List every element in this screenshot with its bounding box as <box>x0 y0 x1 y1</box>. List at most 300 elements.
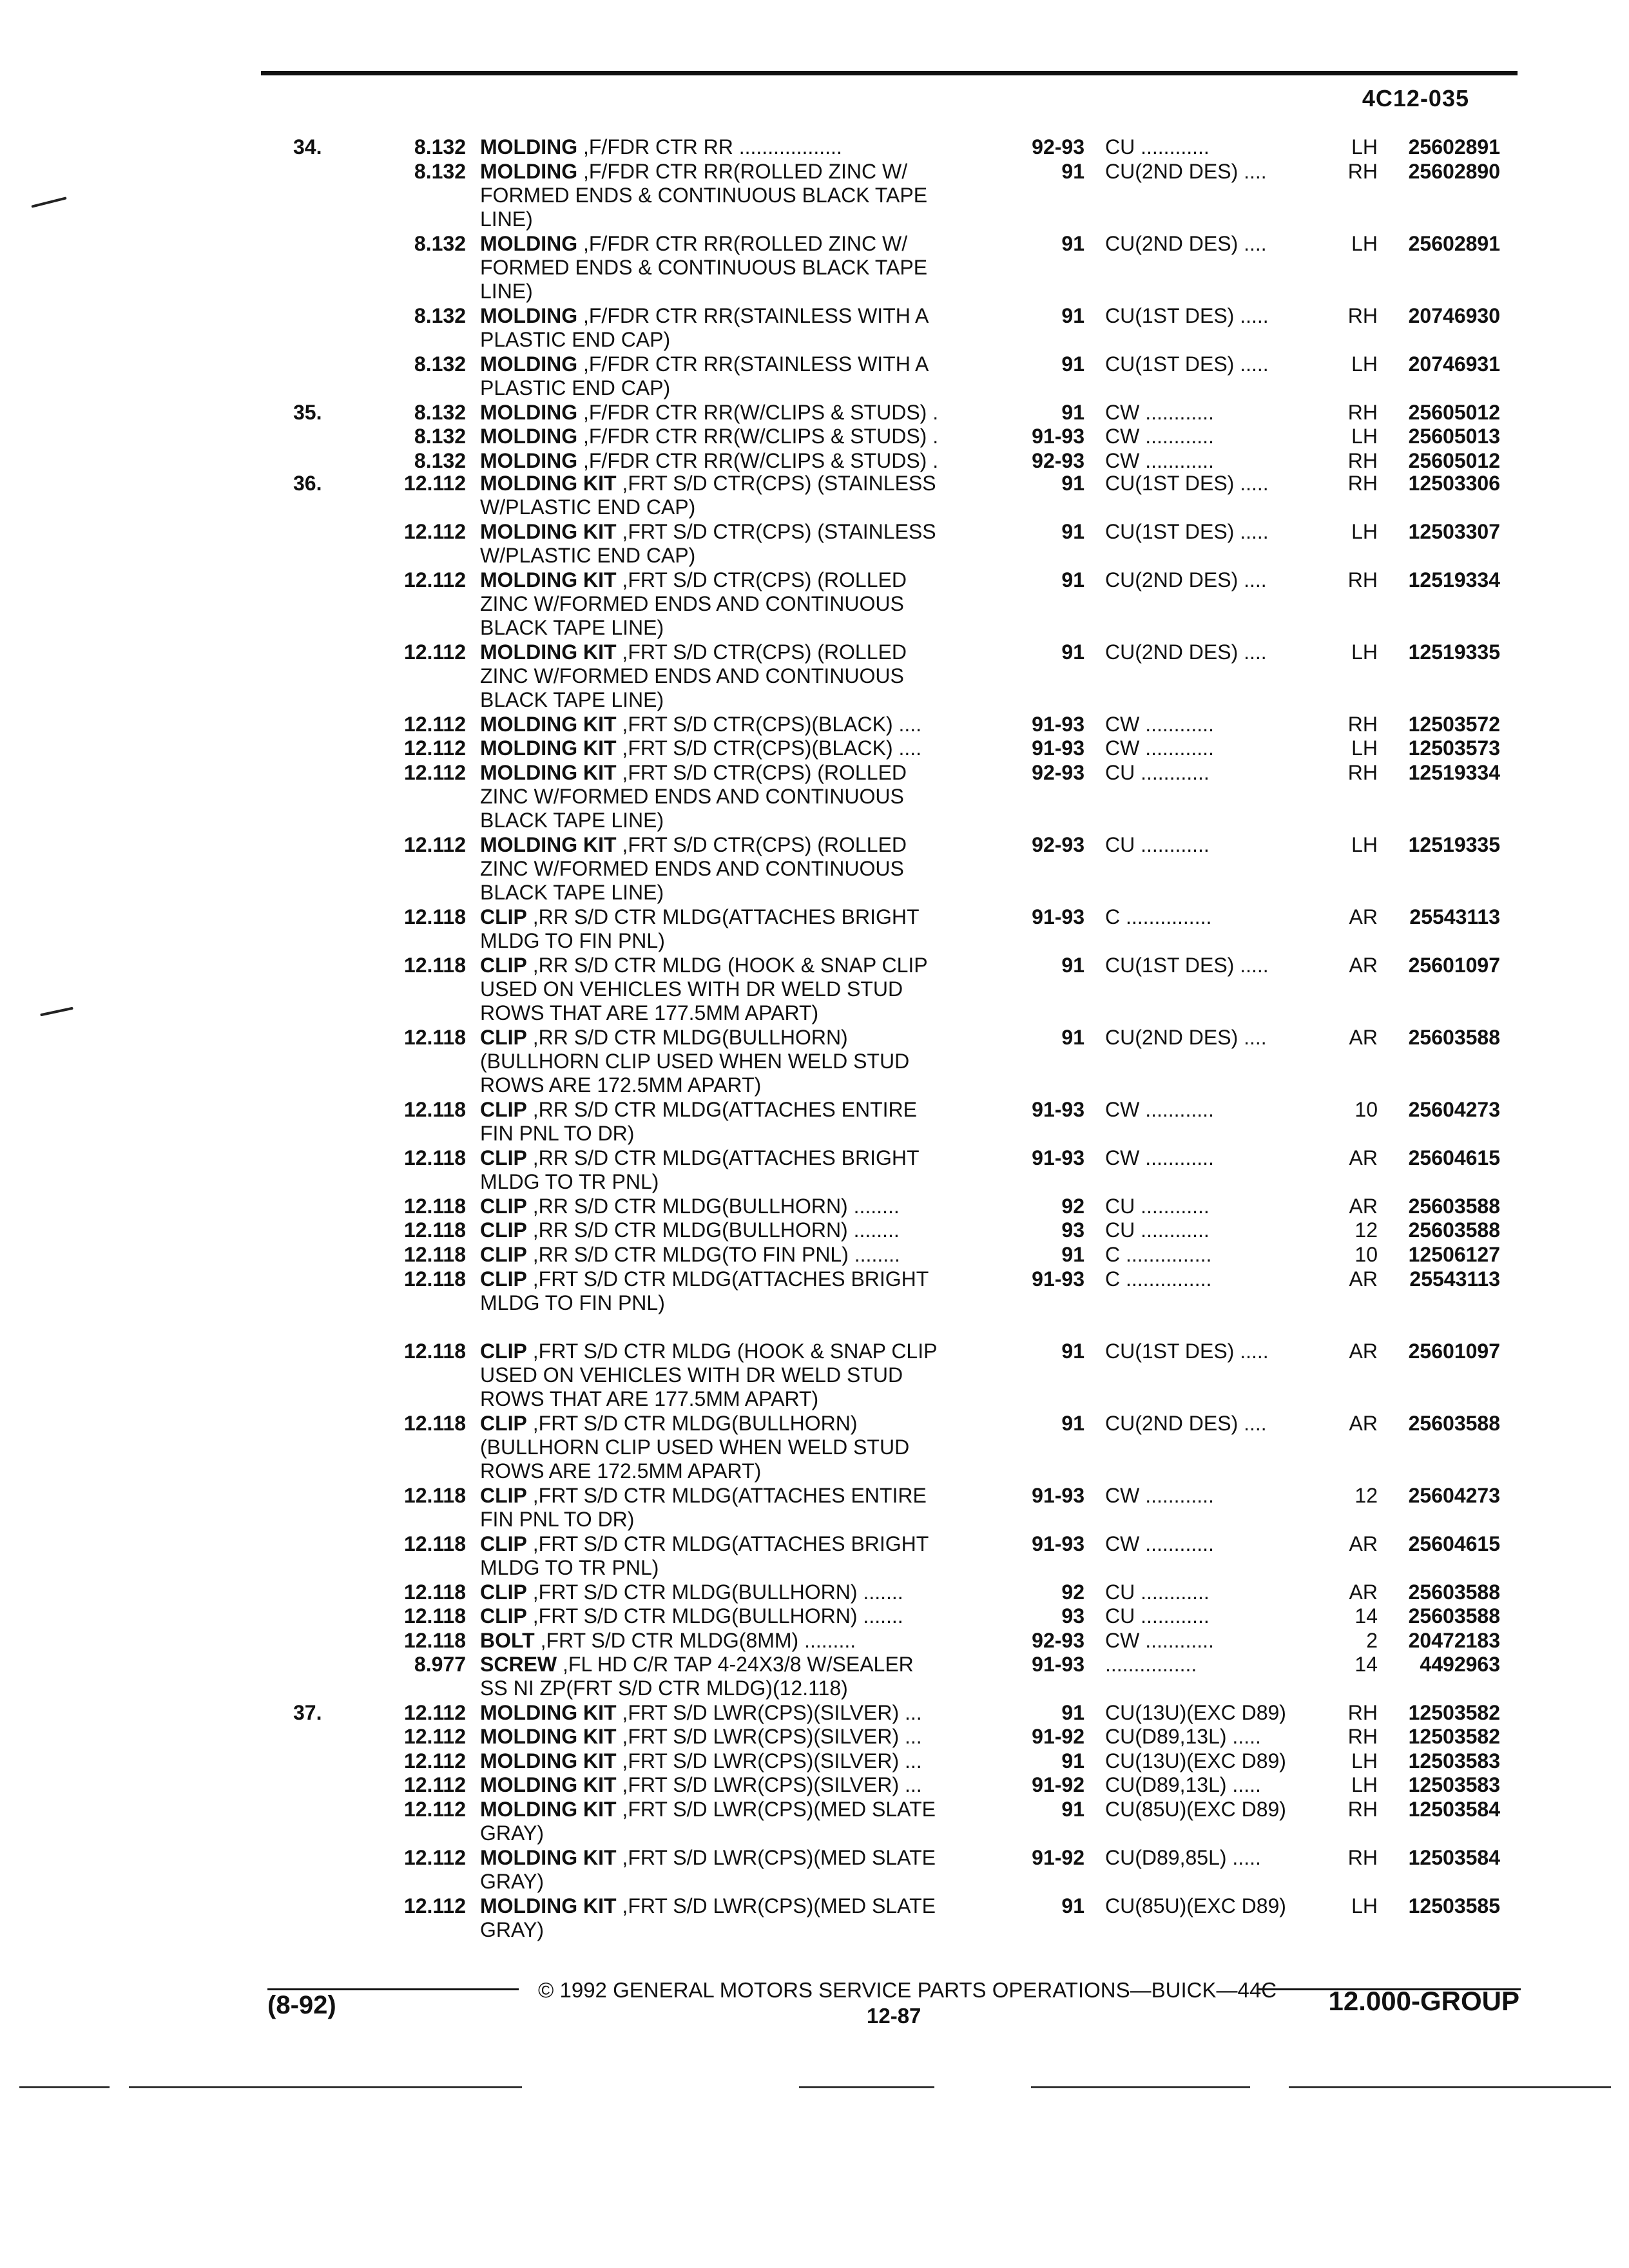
model-code: CU(1ST DES) ..... <box>1105 352 1269 376</box>
part-number: 25601097 <box>1408 1340 1500 1363</box>
part-name: MOLDING <box>480 160 578 183</box>
part-detail: ,FRT S/D CTR MLDG (HOOK & SNAP CLIP USED ON VEHICLES WITH DR WELD STUD ROWS THAT ARE 177.5MM APART) <box>480 1340 938 1410</box>
quantity: AR <box>1349 1340 1378 1363</box>
model-years: 91 <box>1061 1749 1084 1773</box>
model-years: 91 <box>1061 1340 1084 1363</box>
model-code: CU(D89,85L) ..... <box>1105 1846 1261 1869</box>
part-detail: ,F/FDR CTR RR .................. <box>577 135 842 159</box>
parts-row <box>0 520 1629 568</box>
binding-mark <box>40 1007 73 1017</box>
model-years: 91-92 <box>1032 1846 1084 1869</box>
part-description <box>480 905 1008 953</box>
footer-page-number: 12-87 <box>867 2004 921 2028</box>
part-description <box>480 1629 1008 1653</box>
quantity: RH <box>1347 1701 1378 1724</box>
part-number: 12503582 <box>1408 1725 1500 1748</box>
part-number: 12506127 <box>1408 1243 1500 1266</box>
part-description <box>480 954 1008 1025</box>
group-number: 8.132 <box>414 160 466 183</box>
part-number: 12503572 <box>1408 713 1500 736</box>
part-detail: ,RR S/D CTR MLDG(ATTACHES ENTIRE FIN PNL TO DR) <box>480 1098 917 1145</box>
quantity: RH <box>1347 1846 1378 1869</box>
part-detail: ,F/FDR CTR RR(W/CLIPS & STUDS) . <box>577 425 939 448</box>
parts-row <box>0 160 1629 231</box>
part-number: 20472183 <box>1408 1629 1500 1652</box>
model-years: 92-93 <box>1032 449 1084 472</box>
part-number: 25605012 <box>1408 401 1500 424</box>
model-years: 91 <box>1061 1701 1084 1724</box>
part-detail: ,RR S/D CTR MLDG(BULLHORN) ........ <box>526 1218 900 1242</box>
quantity: RH <box>1347 761 1378 784</box>
quantity: 12 <box>1354 1484 1378 1507</box>
group-number: 12.118 <box>403 1484 466 1507</box>
model-code: CW ............ <box>1105 449 1214 472</box>
part-name: CLIP <box>480 954 527 977</box>
model-code: CU(D89,13L) ..... <box>1105 1725 1261 1748</box>
group-number: 12.112 <box>403 713 466 736</box>
parts-row <box>0 761 1629 832</box>
item-number: 34. <box>293 135 322 159</box>
model-years: 91 <box>1061 1894 1084 1917</box>
part-name: MOLDING KIT <box>480 761 617 784</box>
model-code: CU(1ST DES) ..... <box>1105 304 1269 327</box>
group-number: 12.112 <box>403 761 466 784</box>
group-number: 8.132 <box>414 425 466 448</box>
part-description <box>480 1701 1008 1725</box>
parts-row <box>0 1098 1629 1146</box>
part-detail: ,F/FDR CTR RR(STAINLESS WITH A PLASTIC END CAP) <box>480 304 929 351</box>
parts-row <box>0 1146 1629 1195</box>
part-name: MOLDING <box>480 135 578 159</box>
group-number: 12.112 <box>403 1749 466 1773</box>
model-code: CU ............ <box>1105 761 1210 784</box>
part-detail: ,RR S/D CTR MLDG(BULLHORN) ........ <box>526 1195 900 1218</box>
model-years: 91-93 <box>1032 1267 1084 1291</box>
quantity: RH <box>1347 1725 1378 1748</box>
part-number: 25605013 <box>1408 425 1500 448</box>
parts-row <box>0 1340 1629 1410</box>
part-number: 25603588 <box>1408 1026 1500 1049</box>
group-number: 8.132 <box>414 135 466 159</box>
parts-row <box>0 1412 1629 1483</box>
footer-group-label: 12.000-GROUP <box>1328 1986 1519 2016</box>
quantity: LH <box>1351 1749 1378 1773</box>
group-number: 12.118 <box>403 905 466 928</box>
model-years: 91-93 <box>1032 425 1084 448</box>
model-years: 91 <box>1061 568 1084 591</box>
part-description <box>480 1846 1008 1894</box>
part-number: 12503584 <box>1408 1798 1500 1821</box>
parts-row <box>0 304 1629 352</box>
model-years: 91 <box>1061 1412 1084 1435</box>
part-number: 25604273 <box>1408 1098 1500 1121</box>
parts-row <box>0 833 1629 904</box>
group-number: 12.118 <box>403 1098 466 1121</box>
part-name: MOLDING KIT <box>480 736 617 760</box>
quantity: LH <box>1351 1773 1378 1796</box>
part-detail: ,FRT S/D CTR MLDG(ATTACHES BRIGHT MLDG TO TR PNL) <box>480 1532 929 1579</box>
part-number: 25604615 <box>1408 1146 1500 1169</box>
model-years: 91-93 <box>1032 1532 1084 1555</box>
group-number: 12.118 <box>403 1412 466 1435</box>
part-number: 12519335 <box>1408 640 1500 664</box>
part-description <box>480 352 1008 400</box>
part-description <box>480 1340 1008 1411</box>
part-detail: ,F/FDR CTR RR(STAINLESS WITH A PLASTIC END CAP) <box>480 352 929 399</box>
quantity: 14 <box>1354 1604 1378 1628</box>
parts-row <box>0 1532 1629 1581</box>
part-name: MOLDING KIT <box>480 640 617 664</box>
part-number: 12519334 <box>1408 761 1500 784</box>
footer-rule <box>267 1988 519 1990</box>
part-description <box>480 1026 1008 1097</box>
part-number: 25601097 <box>1408 954 1500 977</box>
model-years: 92-93 <box>1032 1629 1084 1652</box>
part-detail: ,FRT S/D CTR MLDG(BULLHORN) (BULLHORN CLIP USED WHEN WELD STUD ROWS ARE 172.5MM APART) <box>480 1412 910 1483</box>
part-name: SCREW <box>480 1653 557 1676</box>
model-code: CW ............ <box>1105 425 1214 448</box>
bottom-rule <box>799 2086 934 2088</box>
part-detail: ,FL HD C/R TAP 4-24X3/8 W/SEALER SS NI ZP(FRT S/D CTR MLDG)(12.118) <box>480 1653 914 1700</box>
part-detail: ,F/FDR CTR RR(ROLLED ZINC W/ FORMED ENDS & CONTINUOUS BLACK TAPE LINE) <box>480 232 928 303</box>
part-description <box>480 135 1008 159</box>
bottom-rule <box>19 2086 110 2088</box>
part-description <box>480 713 1008 736</box>
group-number: 12.118 <box>403 1340 466 1363</box>
quantity: 14 <box>1354 1653 1378 1676</box>
part-detail: ,FRT S/D CTR(CPS) (ROLLED ZINC W/FORMED ENDS AND CONTINUOUS BLACK TAPE LINE) <box>480 568 907 639</box>
model-code: CU(2ND DES) .... <box>1105 568 1267 591</box>
model-years: 91 <box>1061 520 1084 543</box>
quantity: AR <box>1349 1532 1378 1555</box>
model-code: CU(D89,13L) ..... <box>1105 1773 1261 1796</box>
part-detail: ,FRT S/D CTR MLDG(ATTACHES BRIGHT MLDG TO FIN PNL) <box>480 1267 929 1314</box>
group-number: 12.112 <box>403 520 466 543</box>
quantity: LH <box>1351 833 1378 856</box>
part-description <box>480 160 1008 231</box>
quantity: LH <box>1351 232 1378 255</box>
part-number: 12503583 <box>1408 1749 1500 1773</box>
model-code: CW ............ <box>1105 713 1214 736</box>
part-description <box>480 761 1008 832</box>
part-name: MOLDING KIT <box>480 568 617 591</box>
model-code: CW ............ <box>1105 1098 1214 1121</box>
part-number: 12519335 <box>1408 833 1500 856</box>
part-name: MOLDING KIT <box>480 520 617 543</box>
parts-row <box>0 352 1629 401</box>
group-number: 12.112 <box>403 833 466 856</box>
quantity: AR <box>1349 1581 1378 1604</box>
part-description <box>480 568 1008 640</box>
model-years: 91 <box>1061 160 1084 183</box>
quantity: RH <box>1347 472 1378 495</box>
model-code: CU(2ND DES) .... <box>1105 1026 1267 1049</box>
part-description <box>480 304 1008 352</box>
group-number: 8.132 <box>414 449 466 472</box>
model-code: CU(13U)(EXC D89) <box>1105 1749 1286 1773</box>
quantity: LH <box>1351 520 1378 543</box>
part-detail: ,FRT S/D LWR(CPS)(SILVER) ... <box>616 1749 922 1773</box>
model-code: CU(2ND DES) .... <box>1105 160 1267 183</box>
parts-row <box>0 232 1629 303</box>
part-description <box>480 1532 1008 1580</box>
quantity: RH <box>1347 713 1378 736</box>
part-detail: ,F/FDR CTR RR(W/CLIPS & STUDS) . <box>577 449 939 472</box>
model-code: CW ............ <box>1105 736 1214 760</box>
model-years: 91-93 <box>1032 1484 1084 1507</box>
group-number: 8.132 <box>414 401 466 424</box>
model-years: 91 <box>1061 954 1084 977</box>
part-number: 12503584 <box>1408 1846 1500 1869</box>
part-detail: ,FRT S/D LWR(CPS)(MED SLATE GRAY) <box>480 1894 936 1941</box>
quantity: LH <box>1351 352 1378 376</box>
model-code: CU(1ST DES) ..... <box>1105 1340 1269 1363</box>
parts-row <box>0 1894 1629 1943</box>
part-name: CLIP <box>480 1098 527 1121</box>
part-name: MOLDING KIT <box>480 1894 617 1917</box>
model-years: 93 <box>1061 1218 1084 1242</box>
part-description <box>480 1749 1008 1773</box>
part-description <box>480 1195 1008 1218</box>
part-number: 25543113 <box>1409 905 1500 928</box>
quantity: AR <box>1349 1412 1378 1435</box>
group-number: 12.118 <box>403 1581 466 1604</box>
parts-row <box>0 1026 1629 1097</box>
footer-copyright: © 1992 GENERAL MOTORS SERVICE PARTS OPERATIONS—BUICK—44C <box>538 1978 1277 2002</box>
quantity: 2 <box>1366 1629 1378 1652</box>
model-years: 93 <box>1061 1604 1084 1628</box>
model-years: 92 <box>1061 1581 1084 1604</box>
part-name: MOLDING <box>480 304 578 327</box>
part-name: CLIP <box>480 1604 527 1628</box>
item-number: 37. <box>293 1701 322 1724</box>
group-number: 12.118 <box>403 1604 466 1628</box>
part-detail: ,FRT S/D CTR MLDG(BULLHORN) ....... <box>526 1581 903 1604</box>
model-years: 91-93 <box>1032 1098 1084 1121</box>
group-number: 8.977 <box>414 1653 466 1676</box>
part-detail: ,FRT S/D LWR(CPS)(MED SLATE GRAY) <box>480 1846 936 1893</box>
part-description <box>480 1484 1008 1532</box>
model-years: 91 <box>1061 232 1084 255</box>
quantity: AR <box>1349 954 1378 977</box>
part-number: 25603588 <box>1408 1218 1500 1242</box>
part-detail: ,RR S/D CTR MLDG(TO FIN PNL) ........ <box>526 1243 900 1266</box>
model-code: CU(85U)(EXC D89) <box>1105 1798 1286 1821</box>
parts-row <box>0 1798 1629 1846</box>
quantity: RH <box>1347 568 1378 591</box>
part-description <box>480 232 1008 303</box>
part-detail: ,FRT S/D CTR(CPS) (STAINLESS W/PLASTIC END CAP) <box>480 472 936 519</box>
part-number: 20746931 <box>1408 352 1500 376</box>
part-detail: ,RR S/D CTR MLDG (HOOK & SNAP CLIP USED ON VEHICLES WITH DR WELD STUD ROWS THAT ARE 177.5MM APART) <box>480 954 928 1024</box>
model-code: CU(1ST DES) ..... <box>1105 472 1269 495</box>
part-description <box>480 1725 1008 1749</box>
model-code: CU(2ND DES) .... <box>1105 640 1267 664</box>
parts-row <box>0 1846 1629 1894</box>
model-years: 91 <box>1061 1798 1084 1821</box>
part-name: CLIP <box>480 1267 527 1291</box>
group-number: 12.112 <box>403 1798 466 1821</box>
part-detail: ,RR S/D CTR MLDG(ATTACHES BRIGHT MLDG TO TR PNL) <box>480 1146 920 1193</box>
part-detail: ,F/FDR CTR RR(ROLLED ZINC W/ FORMED ENDS & CONTINUOUS BLACK TAPE LINE) <box>480 160 928 231</box>
quantity: LH <box>1351 1894 1378 1917</box>
part-description <box>480 1798 1008 1845</box>
part-name: MOLDING KIT <box>480 1701 617 1724</box>
part-description <box>480 1146 1008 1194</box>
parts-row <box>0 1653 1629 1701</box>
model-code: CU ............ <box>1105 1604 1210 1628</box>
quantity: RH <box>1347 304 1378 327</box>
part-number: 20746930 <box>1408 304 1500 327</box>
part-name: CLIP <box>480 1243 527 1266</box>
part-number: 12519334 <box>1408 568 1500 591</box>
model-code: CW ............ <box>1105 1629 1214 1652</box>
part-detail: ,RR S/D CTR MLDG(ATTACHES BRIGHT MLDG TO FIN PNL) <box>480 905 920 952</box>
group-number: 12.112 <box>403 1773 466 1796</box>
part-name: BOLT <box>480 1629 535 1652</box>
model-code: CU(2ND DES) .... <box>1105 1412 1267 1435</box>
model-code: C ............... <box>1105 905 1212 928</box>
model-years: 91-92 <box>1032 1725 1084 1748</box>
part-name: CLIP <box>480 1026 527 1049</box>
group-number: 12.118 <box>403 954 466 977</box>
part-description <box>480 1894 1008 1942</box>
part-number: 12503573 <box>1408 736 1500 760</box>
part-description <box>480 1581 1008 1604</box>
part-number: 25602890 <box>1408 160 1500 183</box>
parts-row <box>0 1267 1629 1316</box>
part-description <box>480 1773 1008 1797</box>
model-code: CU ............ <box>1105 1218 1210 1242</box>
part-number: 25602891 <box>1408 135 1500 159</box>
part-number: 12503307 <box>1408 520 1500 543</box>
quantity: LH <box>1351 425 1378 448</box>
model-code: CU(1ST DES) ..... <box>1105 954 1269 977</box>
group-number: 12.112 <box>403 1846 466 1869</box>
quantity: 10 <box>1354 1243 1378 1266</box>
part-description <box>480 401 1008 425</box>
part-name: CLIP <box>480 1340 527 1363</box>
group-number: 12.118 <box>403 1532 466 1555</box>
group-number: 12.112 <box>403 1725 466 1748</box>
header-rule <box>261 71 1518 75</box>
part-description <box>480 736 1008 760</box>
part-name: MOLDING KIT <box>480 1798 617 1821</box>
part-description <box>480 833 1008 905</box>
part-detail: ,FRT S/D LWR(CPS)(MED SLATE GRAY) <box>480 1798 936 1845</box>
parts-row <box>0 954 1629 1024</box>
model-code: C ............... <box>1105 1243 1212 1266</box>
quantity: LH <box>1351 135 1378 159</box>
part-number: 12503583 <box>1408 1773 1500 1796</box>
model-code: CW ............ <box>1105 1484 1214 1507</box>
model-code: CW ............ <box>1105 401 1214 424</box>
part-number: 25603588 <box>1408 1195 1500 1218</box>
quantity: AR <box>1349 1026 1378 1049</box>
model-code: CU(1ST DES) ..... <box>1105 520 1269 543</box>
model-years: 91-93 <box>1032 1653 1084 1676</box>
part-detail: ,FRT S/D LWR(CPS)(SILVER) ... <box>616 1773 922 1796</box>
part-number: 25603588 <box>1408 1412 1500 1435</box>
group-number: 12.118 <box>403 1629 466 1652</box>
part-description <box>480 1218 1008 1242</box>
part-name: CLIP <box>480 1581 527 1604</box>
parts-row <box>0 1484 1629 1532</box>
part-name: MOLDING <box>480 401 578 424</box>
model-years: 91-93 <box>1032 713 1084 736</box>
part-name: MOLDING <box>480 449 578 472</box>
model-years: 91 <box>1061 352 1084 376</box>
part-number: 25603588 <box>1408 1604 1500 1628</box>
part-number: 25602891 <box>1408 232 1500 255</box>
model-code: CW ............ <box>1105 1146 1214 1169</box>
part-detail: ,FRT S/D CTR(CPS) (ROLLED ZINC W/FORMED ENDS AND CONTINUOUS BLACK TAPE LINE) <box>480 640 907 711</box>
model-code: CU(13U)(EXC D89) <box>1105 1701 1286 1724</box>
model-code: CU ............ <box>1105 1581 1210 1604</box>
part-name: CLIP <box>480 1484 527 1507</box>
part-number: 25603588 <box>1408 1581 1500 1604</box>
footer-date-code: (8-92) <box>267 1991 336 2019</box>
part-description <box>480 1653 1008 1700</box>
part-description <box>480 1412 1008 1483</box>
part-detail: ,FRT S/D CTR MLDG(8MM) ......... <box>534 1629 856 1652</box>
quantity: LH <box>1351 640 1378 664</box>
quantity: 10 <box>1354 1098 1378 1121</box>
part-detail: ,FRT S/D LWR(CPS)(SILVER) ... <box>616 1701 922 1724</box>
part-detail: ,FRT S/D CTR(CPS)(BLACK) .... <box>616 713 922 736</box>
part-detail: ,FRT S/D CTR(CPS) (ROLLED ZINC W/FORMED ENDS AND CONTINUOUS BLACK TAPE LINE) <box>480 761 907 832</box>
part-name: MOLDING KIT <box>480 833 617 856</box>
group-number: 12.112 <box>403 568 466 591</box>
model-code: CU ............ <box>1105 135 1210 159</box>
quantity: AR <box>1349 1267 1378 1291</box>
item-number: 35. <box>293 401 322 424</box>
group-number: 12.118 <box>403 1195 466 1218</box>
group-number: 12.118 <box>403 1243 466 1266</box>
quantity: AR <box>1349 1195 1378 1218</box>
group-number: 8.132 <box>414 232 466 255</box>
quantity: RH <box>1347 401 1378 424</box>
part-number: 12503582 <box>1408 1701 1500 1724</box>
part-description <box>480 1243 1008 1267</box>
parts-row <box>0 472 1629 520</box>
part-number: 4492963 <box>1420 1653 1500 1676</box>
part-number: 25604615 <box>1408 1532 1500 1555</box>
group-number: 12.112 <box>403 472 466 495</box>
part-name: MOLDING KIT <box>480 1749 617 1773</box>
part-description <box>480 449 1008 473</box>
group-number: 12.118 <box>403 1146 466 1169</box>
model-years: 92-93 <box>1032 833 1084 856</box>
page-code: 4C12-035 <box>1362 85 1469 111</box>
quantity: AR <box>1349 905 1378 928</box>
group-number: 12.112 <box>403 640 466 664</box>
group-number: 12.112 <box>403 736 466 760</box>
group-number: 12.112 <box>403 1894 466 1917</box>
parts-row <box>0 568 1629 639</box>
part-detail: ,RR S/D CTR MLDG(BULLHORN) (BULLHORN CLIP USED WHEN WELD STUD ROWS ARE 172.5MM APART) <box>480 1026 910 1097</box>
part-detail: ,FRT S/D CTR(CPS) (STAINLESS W/PLASTIC END CAP) <box>480 520 936 567</box>
model-years: 91 <box>1061 401 1084 424</box>
parts-row <box>0 905 1629 954</box>
quantity: RH <box>1347 449 1378 472</box>
part-name: CLIP <box>480 905 527 928</box>
quantity: RH <box>1347 160 1378 183</box>
model-years: 91 <box>1061 1243 1084 1266</box>
part-name: MOLDING KIT <box>480 1846 617 1869</box>
model-years: 91 <box>1061 304 1084 327</box>
part-number: 25605012 <box>1408 449 1500 472</box>
